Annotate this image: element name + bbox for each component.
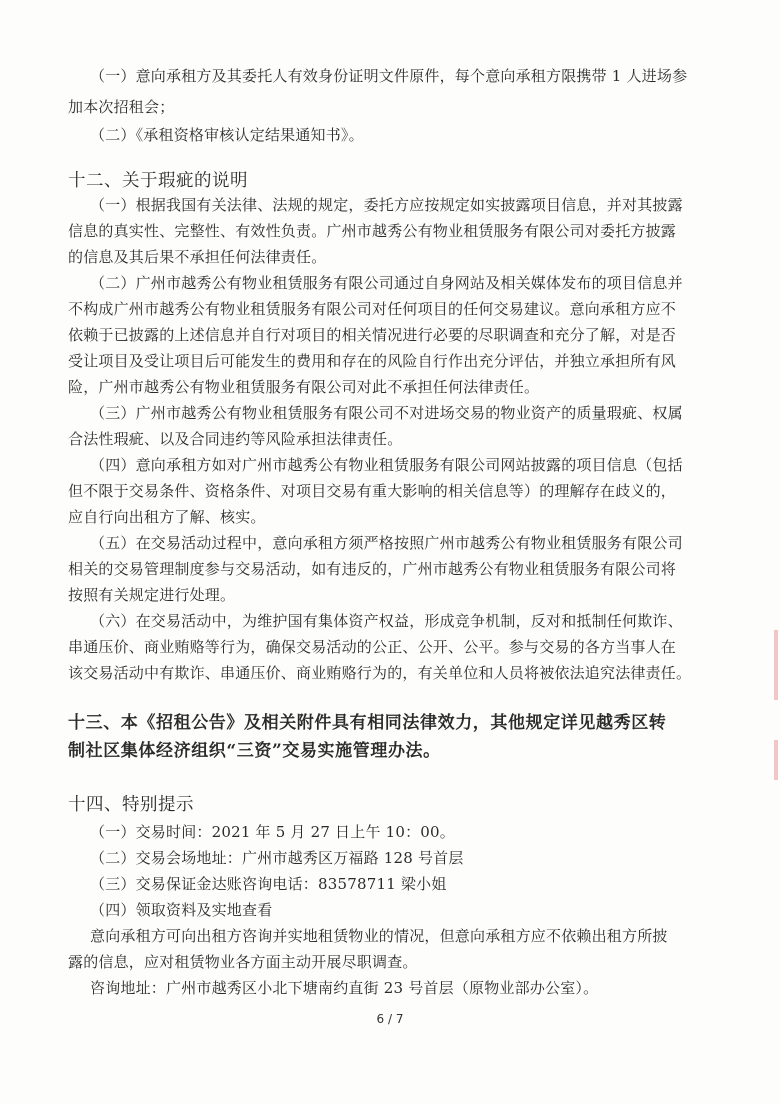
- section-heading-13-cont: 制社区集体经济组织“三资”交易实施管理办法。: [68, 741, 441, 761]
- paragraph-line: （二）《承租资格审核认定结果通知书》。: [90, 126, 364, 144]
- paragraph-line: （一）交易时间：2021 年 5 月 27 日上午 10：00。: [90, 823, 455, 841]
- paragraph-line: （一）意向承租方及其委托人有效身份证明文件原件，每个意向承租方限携带 1 人进场参: [90, 67, 688, 85]
- section-heading-14: 十四、特别提示: [68, 795, 194, 815]
- scan-edge-mark: [774, 630, 778, 700]
- paragraph-line: （二）广州市越秀公有物业租赁服务有限公司通过自身网站及相关媒体发布的项目信息并: [90, 274, 683, 292]
- paragraph-line: 受让项目及受让项目后可能发生的费用和存在的风险自行作出充分评估，并独立承担所有风: [68, 352, 677, 370]
- paragraph-line: 的信息及其后果不承担任何法律责任。: [68, 248, 327, 266]
- paragraph-line: （五）在交易活动过程中，意向承租方须严格按照广州市越秀公有物业租赁服务有限公司: [90, 534, 683, 552]
- section-heading-12: 十二、关于瑕疵的说明: [68, 171, 248, 191]
- paragraph-line: 合法性瑕疵、以及合同违约等风险承担法律责任。: [68, 430, 403, 448]
- paragraph-line: （四）领取资料及实地查看: [90, 901, 273, 919]
- paragraph-line: （一）根据我国有关法律、法规的规定，委托方应按规定如实披露项目信息，并对其披露: [90, 196, 683, 214]
- paragraph-line: 加本次招租会；: [68, 98, 175, 116]
- paragraph-line: 该交易活动中有欺诈、串通压价、商业贿赂行为的，有关单位和人员将被依法追究法律责任。: [68, 664, 692, 682]
- paragraph-line: 信息的真实性、完整性、有效性负责。广州市越秀公有物业租赁服务有限公司对委托方披露: [68, 222, 677, 240]
- paragraph-line: 按照有关规定进行处理。: [68, 586, 236, 604]
- paragraph-line: （三）交易保证金达账咨询电话：83578711 梁小姐: [90, 875, 447, 893]
- paragraph-line: （四）意向承租方如对广州市越秀公有物业租赁服务有限公司网站披露的项目信息（包括: [90, 456, 683, 474]
- paragraph-line: 露的信息，应对租赁物业各方面主动开展尽职调查。: [68, 953, 418, 971]
- paragraph-line: 不构成广州市越秀公有物业租赁服务有限公司对任何项目的任何交易建议。意向承租方应不: [68, 300, 677, 318]
- paragraph-line: （三）广州市越秀公有物业租赁服务有限公司不对进场交易的物业资产的质量瑕疵、权属: [90, 404, 683, 422]
- paragraph-line: 串通压价、商业贿赂等行为，确保交易活动的公正、公开、公平。参与交易的各方当事人在: [68, 638, 677, 656]
- paragraph-line: 但不限于交易条件、资格条件、对项目交易有重大影响的相关信息等）的理解存在歧义的，: [68, 482, 677, 500]
- paragraph-line: 应自行向出租方了解、核实。: [68, 508, 266, 526]
- paragraph-line: 相关的交易管理制度参与交易活动，如有违反的，广州市越秀公有物业租赁服务有限公司将: [68, 560, 677, 578]
- scan-edge-mark: [774, 740, 778, 780]
- paragraph-line: （二）交易会场地址：广州市越秀区万福路 128 号首层: [90, 849, 464, 867]
- paragraph-line: 咨询地址：广州市越秀区小北下塘南约直街 23 号首层（原物业部办公室）。: [90, 979, 599, 997]
- paragraph-line: 险，广州市越秀公有物业租赁服务有限公司对此不承担任何法律责任。: [68, 378, 540, 396]
- paragraph-line: （六）在交易活动中，为维护国有集体资产权益，形成竞争机制，反对和抵制任何欺诈、: [90, 612, 683, 630]
- page-number: 6 / 7: [376, 1012, 404, 1026]
- paragraph-line: 依赖于已披露的上述信息并自行对项目的相关情况进行必要的尽职调查和充分了解，对是否: [68, 326, 677, 344]
- paragraph-line: 意向承租方可向出租方咨询并实地租赁物业的情况，但意向承租方应不依赖出租方所披: [90, 927, 668, 945]
- section-heading-13: 十三、本《招租公告》及相关附件具有相同法律效力，其他规定详见越秀区转: [68, 713, 667, 733]
